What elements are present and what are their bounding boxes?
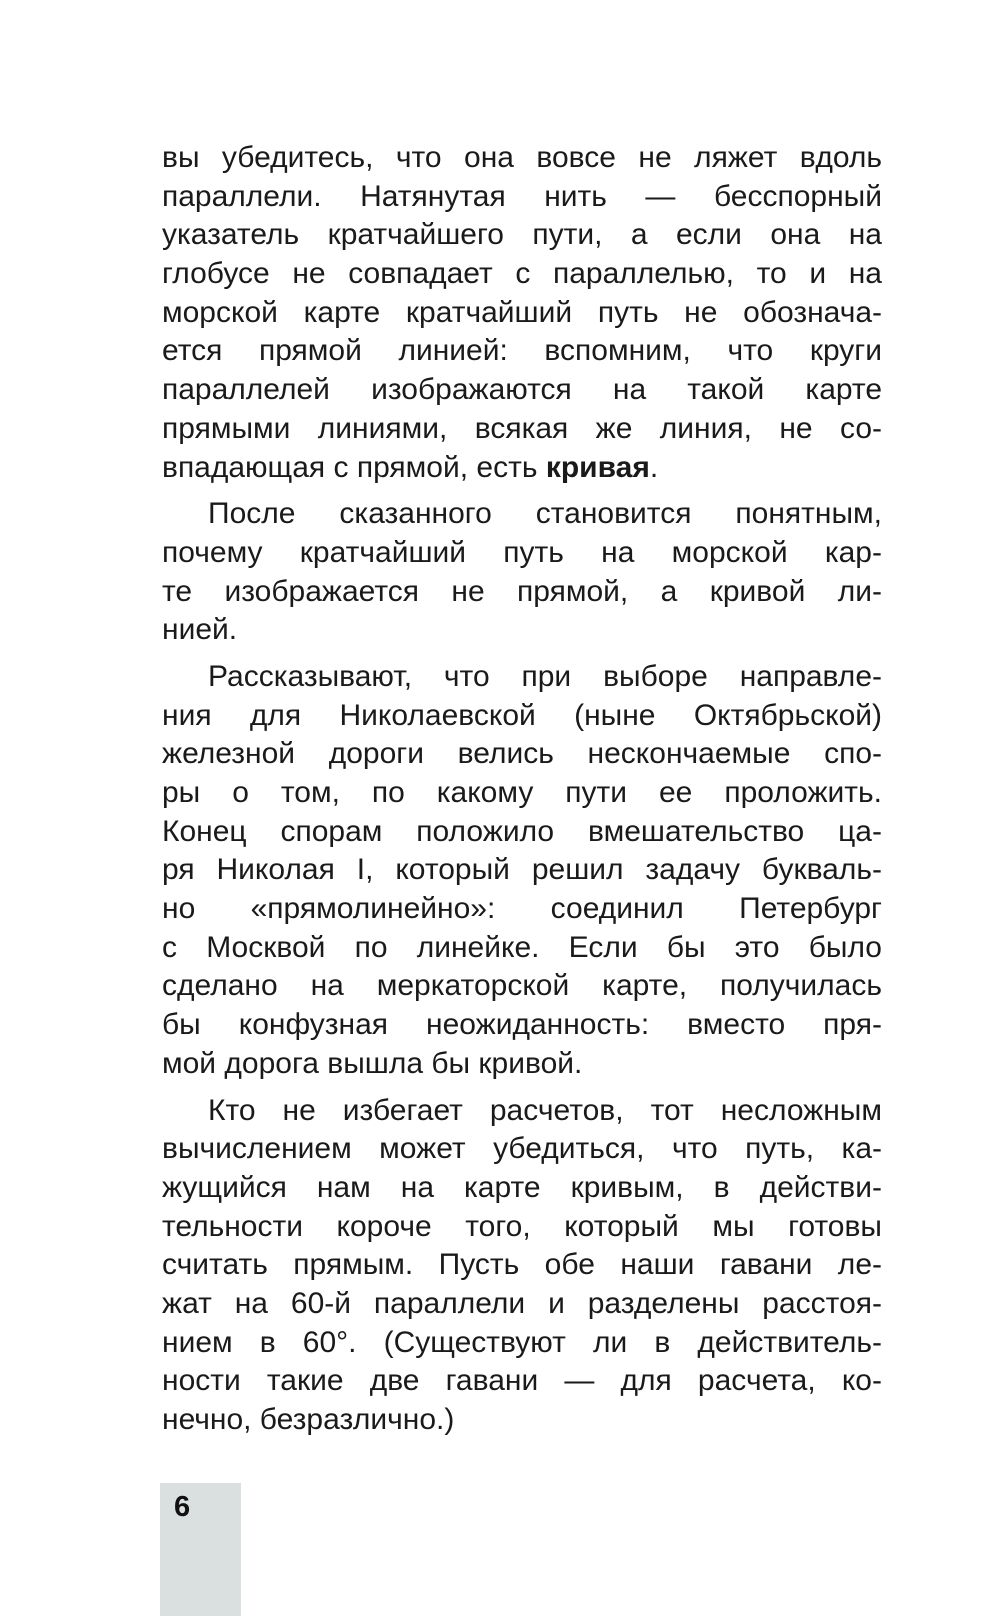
page-number: 6 (174, 1491, 191, 1523)
text-line: бы конфузная неожиданность: вместо пря- (162, 1008, 882, 1042)
page-number-tab (160, 1483, 241, 1616)
text-line: мой дорога вышла бы кривой. (162, 1046, 583, 1080)
text-line: Кто не избегает расчетов, тот несложным (208, 1093, 882, 1127)
text-line: Конец спорам положило вмешательство ца- (162, 814, 882, 848)
text-line: глобусе не совпадает с параллелью, то и на (162, 257, 882, 291)
text-line: жат на 60-й параллели и разделены расстоя- (162, 1286, 882, 1320)
page-text (162, 139, 882, 1440)
text-line: считать прямым. Пусть обе наши гавани ле- (162, 1248, 882, 1282)
bold-term: кривая (545, 450, 650, 484)
text-line: нией. (162, 613, 238, 647)
text-line: указатель кратчайшего пути, а если она на (162, 218, 882, 252)
text-line: железной дороги велись нескончаемые спо- (162, 737, 882, 771)
text-line: вы убедитесь, что она вовсе не ляжет вдоль (162, 141, 882, 174)
text-line: нечно, безразлично.) (162, 1403, 455, 1436)
text-line: жущийся нам на карте кривым, в действи- (162, 1170, 882, 1204)
text-line: почему кратчайший путь на морской кар- (162, 535, 882, 569)
text-line: с Москвой по линейке. Если бы это было (162, 930, 882, 964)
paragraph (162, 658, 882, 1084)
text-line: но «прямолинейно»: соединил Петербург (162, 892, 882, 926)
paragraph (162, 495, 882, 650)
text-line: прямыми линиями, всякая же линия, не со- (162, 411, 882, 445)
text-line: морской карте кратчайший путь не обознача- (162, 295, 882, 329)
text-line (162, 449, 882, 488)
text-line: параллели. Натянутая нить — бесспорный (162, 179, 882, 213)
text-line: После сказанного становится понятным, (208, 497, 882, 531)
text-line: тельности короче того, который мы готовы (162, 1209, 882, 1243)
paragraph (162, 139, 882, 487)
text-line: Рассказывают, что при выборе направле- (208, 659, 882, 693)
text-run: . (649, 450, 659, 484)
text-line: ры о том, по какому пути ее проложить. (162, 776, 882, 809)
text-line: нием в 60°. (Существуют ли в действитель- (162, 1325, 882, 1359)
text-line: ности такие две гавани — для расчета, ко- (162, 1364, 882, 1398)
text-run: впадающая с прямой, есть (162, 450, 546, 484)
text-line: ния для Николаевской (ныне Октябрьской) (162, 698, 882, 732)
text-line: те изображается не прямой, а кривой ли- (162, 574, 882, 608)
text-line: вычислением может убедиться, что путь, ка- (162, 1132, 882, 1166)
text-line: ря Николая I, который решил задачу букваль- (162, 853, 882, 887)
text-line: ется прямой линией: вспомним, что круги (162, 334, 882, 368)
text-line: параллелей изображаются на такой карте (162, 373, 882, 407)
paragraph (162, 1092, 882, 1440)
text-line: сделано на меркаторской карте, получилась (162, 969, 882, 1003)
